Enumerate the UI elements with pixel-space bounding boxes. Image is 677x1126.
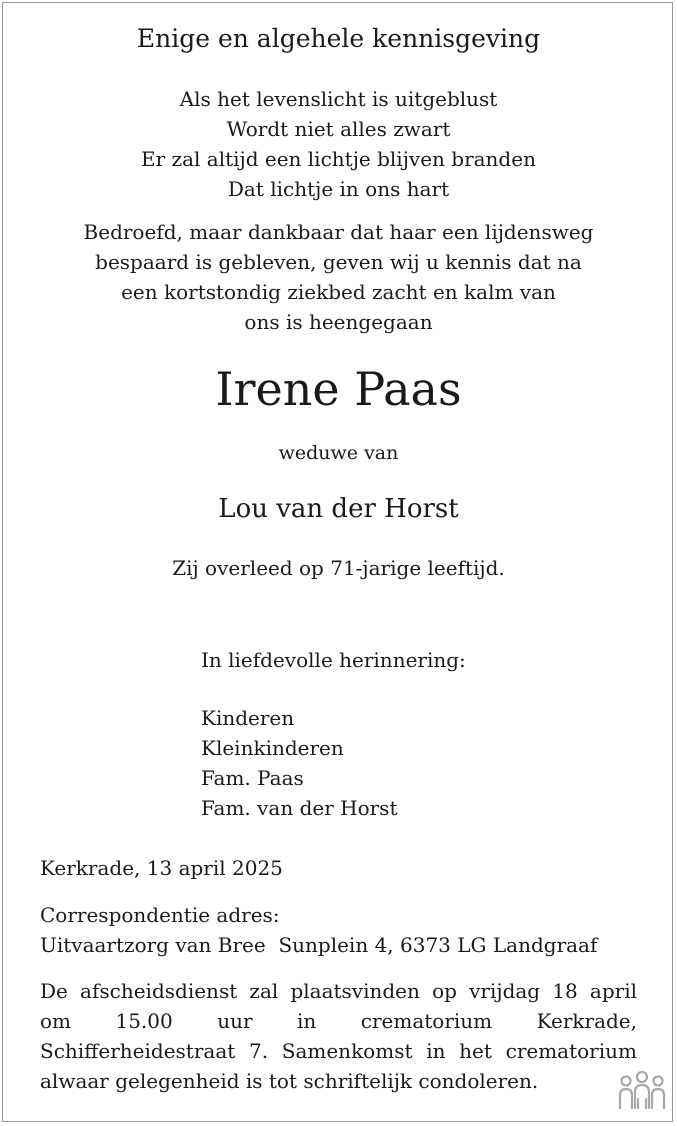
service-line: De afscheidsdienst zal plaatsvinden op vrijdag 18 april xyxy=(40,979,637,1003)
family-member: Kleinkinderen xyxy=(201,736,344,760)
poem-line: Wordt niet alles zwart xyxy=(226,117,451,141)
service-line: alwaar gelegenheid is tot schriftelijk condoleren. xyxy=(40,1069,539,1093)
intro-line: ons is heengegaan xyxy=(244,310,433,334)
intro-line: bespaard is gebleven, geven wij u kennis dat na xyxy=(95,250,582,274)
deceased-name: Irene Paas xyxy=(215,362,462,416)
correspondence-address: Uitvaartzorg van Bree Sunplein 4, 6373 LG Landgraaf xyxy=(40,933,598,957)
correspondence-label: Correspondentie adres: xyxy=(40,903,280,927)
service-line: Schifferheidestraat 7. Samenkomst in het crematorium xyxy=(40,1039,637,1063)
correspondence-block xyxy=(40,900,637,960)
memory-label: In liefdevolle herinnering: xyxy=(201,648,466,672)
family-member: Fam. van der Horst xyxy=(201,796,398,820)
service-line: om 15.00 uur in crematorium Kerkrade, xyxy=(40,1009,637,1033)
family-group-icon xyxy=(617,1068,667,1112)
family-member: Kinderen xyxy=(201,706,295,730)
intro-line: Bedroefd, maar dankbaar dat haar een lijdensweg xyxy=(83,220,594,244)
poem-line: Dat lichtje in ons hart xyxy=(227,177,450,201)
poem-line: Als het levenslicht is uitgeblust xyxy=(179,87,498,111)
family-list xyxy=(201,703,397,823)
widow-of-label: weduwe van xyxy=(278,442,399,464)
age-statement: Zij overleed op 71-jarige leeftijd. xyxy=(172,556,505,580)
spouse-name: Lou van der Horst xyxy=(218,494,459,524)
intro-line: een kortstondig ziekbed zacht en kalm van xyxy=(121,280,556,304)
place-date: Kerkrade, 13 april 2025 xyxy=(40,856,283,880)
intro-text xyxy=(0,217,677,337)
family-member: Fam. Paas xyxy=(201,766,304,790)
service-details xyxy=(40,976,637,1096)
announcement-heading: Enige en algehele kennisgeving xyxy=(136,24,541,53)
poem-line: Er zal altijd een lichtje blijven branden xyxy=(141,147,536,171)
poem xyxy=(0,84,677,204)
